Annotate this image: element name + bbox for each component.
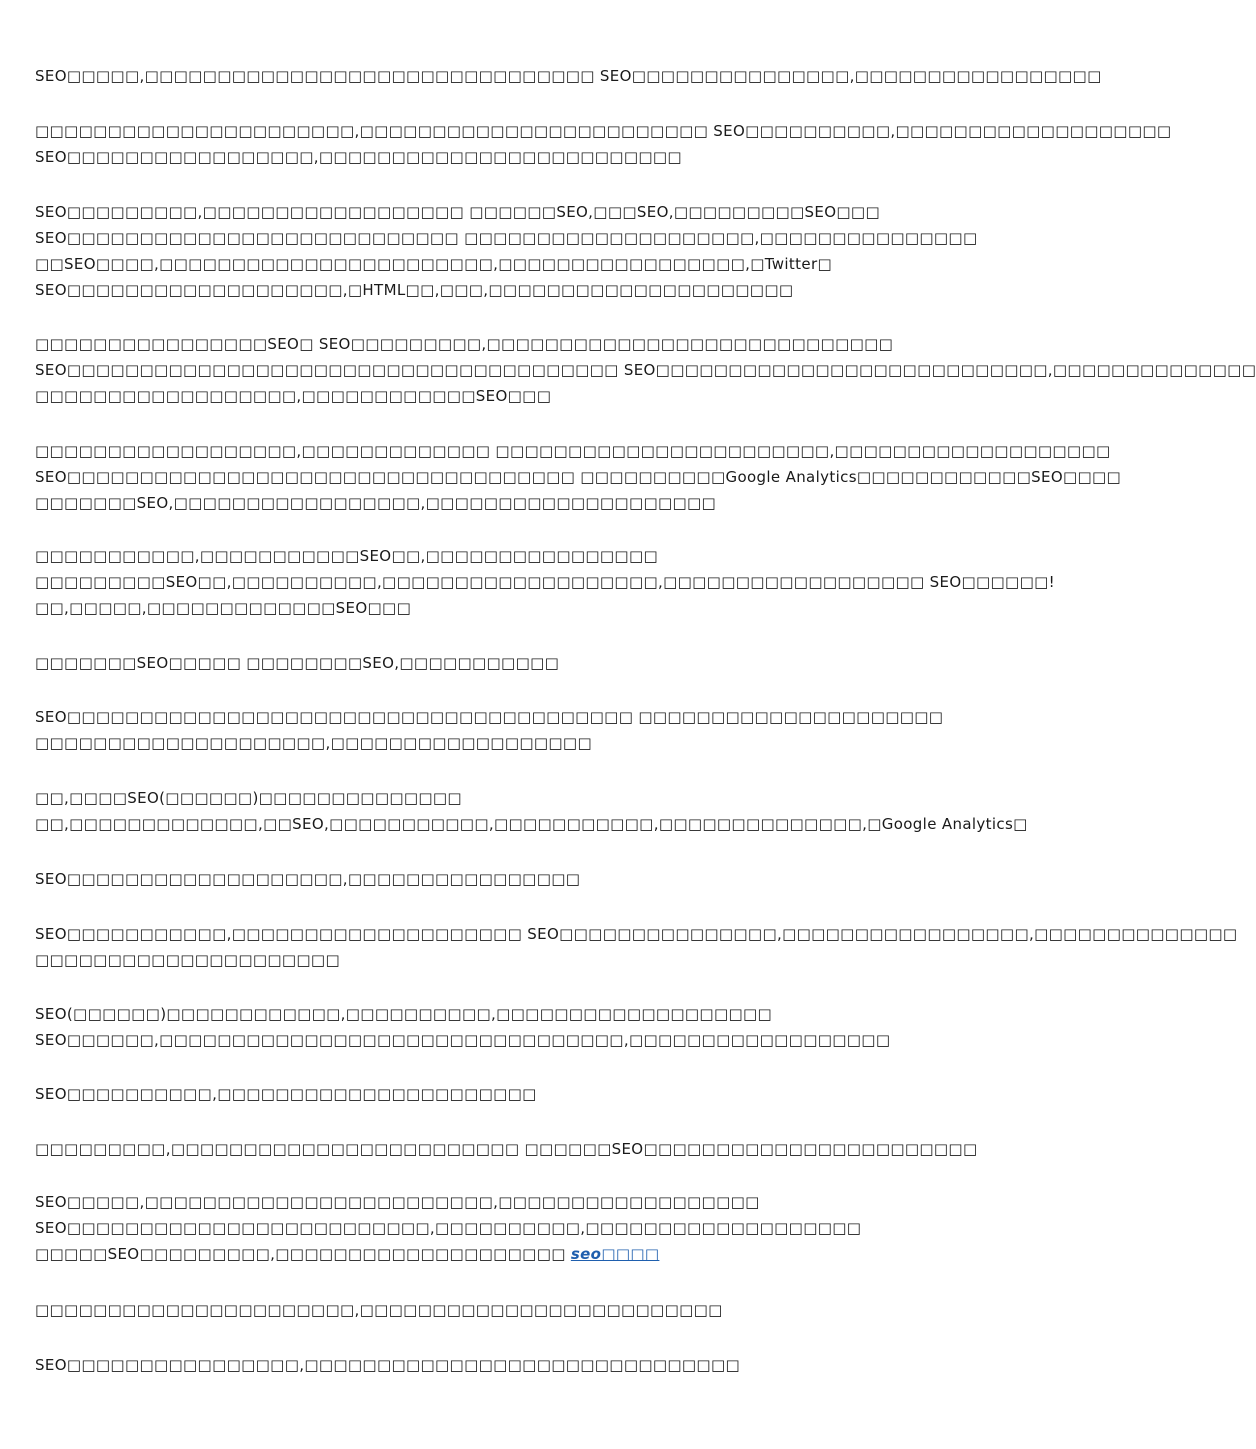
paragraph-15	[35, 1189, 995, 1267]
text-line: □□□□□□□□□□□□□□□□SEO□ SEO□□□□□□□□□,□□□□□□□□□□□□□□□□□□□□□□□□□□□□	[35, 335, 894, 353]
paragraph-5	[35, 438, 1122, 516]
text-line: SEO□□□□□□□□□□□□□□□□□□□□□□□□□□□□□□□□□□□□□□ SEO□□□□□□□□□□□□□□□□□□□□□□□□□□□,□□□□□□□□□□□□□□	[35, 361, 1256, 379]
paragraph-9	[35, 785, 1028, 837]
text-line: SEO□□□□□□□□□□□,□□□□□□□□□□□□□□□□□□□□ SEO□□□□□□□□□□□□□□□,□□□□□□□□□□□□□□□□□,□□□□□□□□□□□□□□	[35, 925, 1238, 943]
text-line: □□□□□□□□□SEO□□,□□□□□□□□□□,□□□□□□□□□□□□□□□□□□□,□□□□□□□□□□□□□□□□□□ SEO□□□□□□!	[35, 573, 1055, 591]
text-line: SEO□□□□□□□□□,□□□□□□□□□□□□□□□□□□ □□□□□□SEO,□□□SEO,□□□□□□□□□SEO□□□	[35, 203, 880, 221]
text-line: □□□□□□□□□□□□□□□□□□□□□□,□□□□□□□□□□□□□□□□□□□□□□□□ SEO□□□□□□□□□□,□□□□□□□□□□□□□□□□□□□	[35, 122, 1172, 140]
paragraph-7	[35, 650, 995, 676]
text-line: SEO□□□□□□□□□□□□□□□□□□□□□□□□□□□□□□□□□□□ □□□□□□□□□□Google Analytics□□□□□□□□□□□□SEO□□□□	[35, 468, 1122, 486]
text-line: □□,□□□□SEO(□□□□□□)□□□□□□□□□□□□□□	[35, 789, 462, 807]
text-line: SEO□□□□□□□□□□□□□□□□□□□□□□□□□,□□□□□□□□□□,□□□□□□□□□□□□□□□□□□□	[35, 1219, 862, 1237]
text-line	[35, 1241, 995, 1267]
seo-link[interactable]: seo□□□□	[570, 1245, 660, 1263]
paragraph-17	[35, 1352, 995, 1378]
text-line: □□SEO□□□□,□□□□□□□□□□□□□□□□□□□□□□□,□□□□□□□□□□□□□□□□□,□Twitter□	[35, 255, 833, 273]
text-line: SEO(□□□□□□)□□□□□□□□□□□□,□□□□□□□□□□,□□□□□□□□□□□□□□□□□□□	[35, 1005, 773, 1023]
text-line: □□□□□□□□□□□□□□□□□□□□□□,□□□□□□□□□□□□□□□□□□□□□□□□□	[35, 1301, 723, 1319]
text-line: □□□□□□□□□□□,□□□□□□□□□□□SEO□□,□□□□□□□□□□□□□□□□	[35, 547, 658, 565]
text-line: SEO□□□□□,□□□□□□□□□□□□□□□□□□□□□□□□,□□□□□□□□□□□□□□□□□□	[35, 1193, 760, 1211]
text-line: □□□□□□□□□□□□□□□□□□□□□	[35, 951, 340, 969]
paragraph-4	[35, 331, 1256, 409]
text-line: SEO□□□□□□□□□□□□□□□□□□□□□□□□□□□□□□□□□□□□□□□ □□□□□□□□□□□□□□□□□□□□□	[35, 708, 944, 726]
text-line: □□□□□□□□□□□□□□□□□□□□,□□□□□□□□□□□□□□□□□□	[35, 734, 592, 752]
text-line: □□□□□□□□□,□□□□□□□□□□□□□□□□□□□□□□□□ □□□□□□SEO□□□□□□□□□□□□□□□□□□□□□□□	[35, 1140, 978, 1158]
text-line: SEO□□□□□□□□□□□□□□□□□□□□□□□□□□□ □□□□□□□□□□□□□□□□□□□□,□□□□□□□□□□□□□□□	[35, 229, 978, 247]
text-line: □□□□□□□□□□□□□□□□□□,□□□□□□□□□□□□SEO□□□	[35, 387, 552, 405]
text-line: SEO□□□□□□□□□□,□□□□□□□□□□□□□□□□□□□□□□	[35, 1085, 537, 1103]
text-line: SEO□□□□□□□□□□□□□□□□□,□□□□□□□□□□□□□□□□□□□□□□□□□	[35, 148, 682, 166]
paragraph-16	[35, 1297, 995, 1323]
paragraph-3	[35, 199, 995, 303]
text-segment: □□□□□SEO□□□□□□□□□,□□□□□□□□□□□□□□□□□□□□	[35, 1245, 571, 1263]
text-line: SEO□□□□□□□□□□□□□□□□,□□□□□□□□□□□□□□□□□□□□□□□□□□□□□□	[35, 1356, 741, 1374]
paragraph-11	[35, 921, 1238, 973]
text-line: SEO□□□□□,□□□□□□□□□□□□□□□□□□□□□□□□□□□□□□□ SEO□□□□□□□□□□□□□□□,□□□□□□□□□□□□□□□□□	[35, 67, 1102, 85]
paragraph-12	[35, 1001, 995, 1053]
paragraph-6	[35, 543, 1055, 621]
paragraph-14	[35, 1136, 995, 1162]
text-line: SEO□□□□□□□□□□□□□□□□□□□,□□□□□□□□□□□□□□□□	[35, 870, 581, 888]
text-line: □□□□□□□SEO,□□□□□□□□□□□□□□□□□,□□□□□□□□□□□□□□□□□□□□	[35, 494, 717, 512]
text-line: SEO□□□□□□□□□□□□□□□□□□□,□HTML□□,□□□,□□□□□□□□□□□□□□□□□□□□□	[35, 281, 794, 299]
text-line: □□□□□□□SEO□□□□□ □□□□□□□□SEO,□□□□□□□□□□□	[35, 654, 560, 672]
paragraph-10	[35, 866, 995, 892]
text-line: SEO□□□□□□,□□□□□□□□□□□□□□□□□□□□□□□□□□□□□□□□,□□□□□□□□□□□□□□□□□□	[35, 1031, 891, 1049]
text-line: □□,□□□□□□□□□□□□□,□□SEO,□□□□□□□□□□□,□□□□□□□□□□□,□□□□□□□□□□□□□□,□Google Analytics□	[35, 815, 1028, 833]
paragraph-13	[35, 1081, 995, 1107]
paragraph-8	[35, 704, 995, 756]
text-line: □□□□□□□□□□□□□□□□□□,□□□□□□□□□□□□□ □□□□□□□□□□□□□□□□□□□□□□□,□□□□□□□□□□□□□□□□□□□	[35, 442, 1111, 460]
paragraph-2	[35, 118, 1172, 170]
paragraph-1	[35, 63, 1102, 89]
text-line: □□,□□□□□,□□□□□□□□□□□□□SEO□□□	[35, 599, 412, 617]
